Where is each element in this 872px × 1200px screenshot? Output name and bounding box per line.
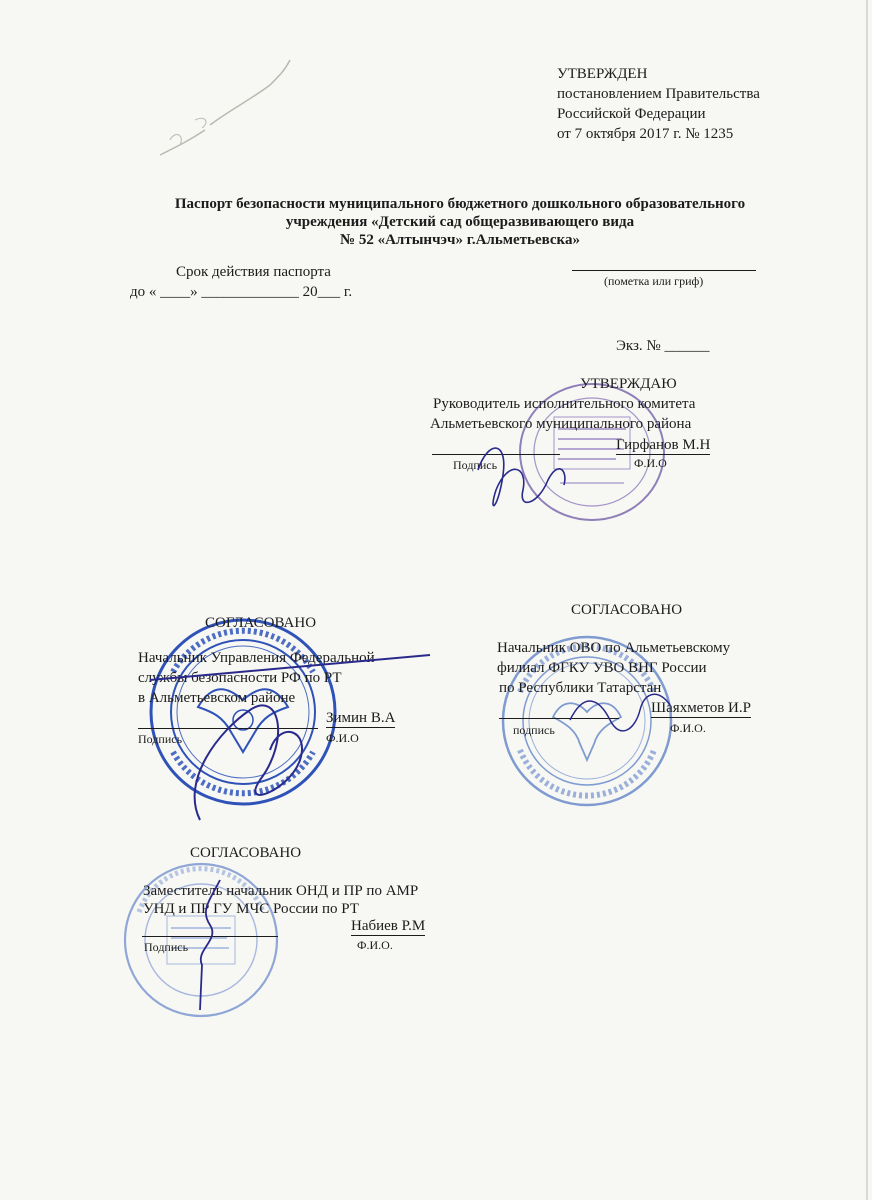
approve-line-2: Альметьевского муниципального района — [430, 416, 692, 432]
approve-line-1: Руководитель исполнительного комитета — [433, 396, 696, 412]
fsb-heading: СОГЛАСОВАНО — [205, 615, 317, 631]
ovo-sign-label: подпись — [513, 723, 555, 737]
approval-line-2: Российской Федерации — [557, 106, 706, 122]
ovo-line-2: филиал ФГКУ УВО ВНГ России — [497, 660, 707, 676]
ovo-line-1: Начальник ОВО по Альметьевскому — [497, 640, 731, 656]
fsb-line-3: в Альметьевском районе — [138, 690, 296, 706]
doc-title-line-2: учреждения «Детский сад общеразвивающего вида — [285, 214, 635, 230]
validity-date-line: до « ____» _____________ 20___ г. — [130, 284, 353, 300]
ovo-stamp — [498, 632, 676, 810]
mchs-line-2: УНД и ПР ГУ МЧС России по РТ — [143, 901, 359, 917]
mchs-fio-label: Ф.И.О. — [357, 938, 393, 952]
mchs-sign-label: Подпись — [144, 940, 189, 954]
ovo-heading: СОГЛАСОВАНО — [571, 602, 683, 618]
approval-line-1: постановлением Правительства — [557, 86, 760, 102]
fsb-sign-line — [138, 728, 318, 729]
mchs-line-1: Заместитель начальник ОНД и ПР по АМР — [143, 883, 419, 899]
fsb-stamp — [143, 612, 343, 812]
fsb-sign-label: Подпись — [138, 732, 183, 746]
page-edge-shadow — [866, 0, 868, 1200]
ovo-name: Шаяхметов И.Р — [651, 700, 751, 716]
ovo-fio-label: Ф.И.О. — [670, 721, 706, 735]
validity-label: Срок действия паспорта — [176, 264, 331, 280]
approve-fio-label: Ф.И.О — [634, 456, 667, 470]
mchs-heading: СОГЛАСОВАНО — [190, 845, 302, 861]
doc-title-line-1: Паспорт безопасности муниципального бюджетного дошкольного образовательного — [174, 196, 746, 212]
mchs-sign-line — [142, 936, 278, 937]
approve-heading: УТВЕРЖДАЮ — [580, 376, 677, 392]
approve-sign-line — [432, 454, 560, 455]
ovo-sign-line — [499, 718, 619, 719]
mark-line — [572, 270, 756, 271]
approve-sign-label: Подпись — [453, 458, 498, 472]
fsb-line-2: службы безопасности РФ по РТ — [138, 670, 342, 686]
fsb-line-1: Начальник Управления Федеральной — [138, 650, 375, 666]
fsb-name: Зимин В.А — [326, 710, 396, 726]
approval-line-3: от 7 октября 2017 г. № 1235 — [557, 126, 734, 142]
copy-number: Экз. № ______ — [616, 338, 710, 354]
pencil-note-mark — [150, 50, 300, 170]
ovo-line-3: по Республики Татарстан — [499, 680, 662, 696]
fsb-fio-label: Ф.И.О — [326, 731, 359, 745]
approve-signature — [468, 430, 588, 520]
approve-name: Гирфанов М.Н — [616, 437, 711, 453]
doc-title-line-3: № 52 «Алтынчэч» г.Альметьевска» — [340, 232, 580, 248]
mark-caption: (пометка или гриф) — [604, 274, 704, 288]
mchs-name: Набиев Р.М — [351, 918, 426, 934]
approval-title: УТВЕРЖДЕН — [557, 66, 648, 82]
